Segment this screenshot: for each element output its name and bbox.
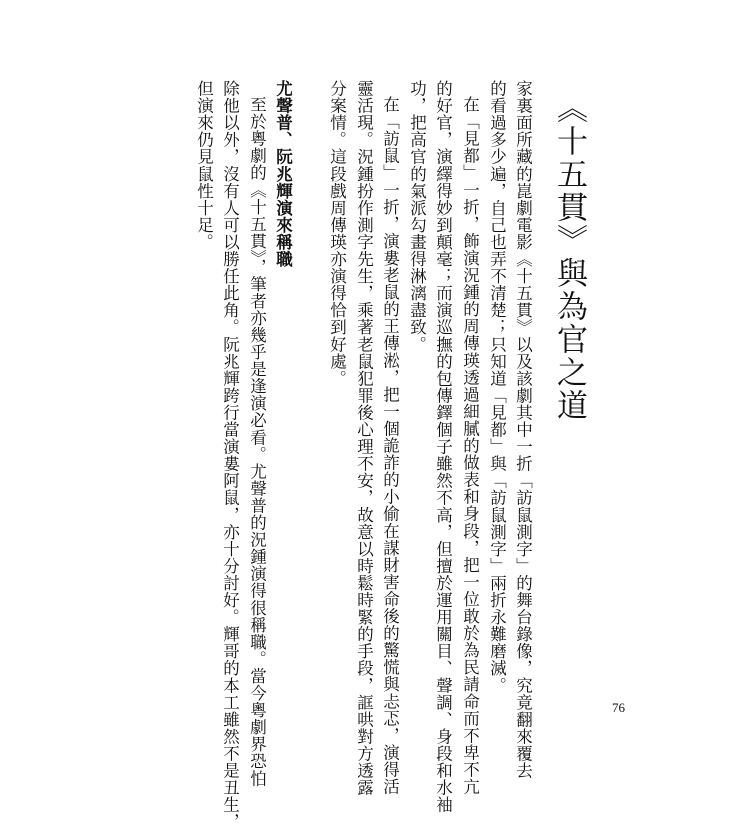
- text-column: 但演來仍見鼠性十足。: [194, 80, 214, 251]
- text-column: 在「訪鼠」一折，演婁老鼠的王傳淞，把一個詭詐的小偷在謀財害命後的驚慌與忐忑，演得活: [380, 96, 400, 796]
- text-column: 的看過多少遍，自己也弄不清楚；只知道「見都」與「訪鼠測字」兩折永難磨滅。: [487, 80, 507, 694]
- section-subheading: 尤聲普、阮兆輝演來稱職: [273, 80, 293, 268]
- text-column: 功，把高官的氣派勾畫得淋漓盡致。: [407, 80, 427, 353]
- text-column: 靈活現。況鍾扮作測字先生，乘著老鼠犯罪後心理不安，故意以時鬆時緊的手段，誆哄對方透露: [354, 80, 374, 797]
- text-column: 分案情。這段戲周傳瑛亦演得恰到好處。: [327, 80, 347, 387]
- text-column: 除他以外，沒有人可以勝任此角。阮兆輝跨行當演婁阿鼠，亦十分討好。輝哥的本工雖然不是丑生，: [220, 80, 240, 830]
- text-column: 家裏面所藏的崑劇電影《十五貫》以及該劇其中一折「訪鼠測字」的舞台錄像，究竟翻來覆去: [513, 80, 533, 780]
- page-number: 76: [612, 700, 625, 715]
- text-column: 的好官，演繹得妙到顛毫；而演巡撫的包傳鐸個子雖然不高，但擅於運用關目、聲調、身段和水袖: [433, 80, 453, 814]
- text-column: 至於粵劇的《十五貫》，筆者亦幾乎是逢演必看。尤聲普的況鍾演得很稱職。當今粵劇界恐怕: [247, 96, 267, 787]
- text-column: 在「見都」一折，飾演況鍾的周傳瑛透過細膩的做表和身段，把一位敢於為民請命而不卑不亢: [460, 96, 480, 796]
- chapter-title: 《十五貫》與為官之道: [551, 92, 587, 422]
